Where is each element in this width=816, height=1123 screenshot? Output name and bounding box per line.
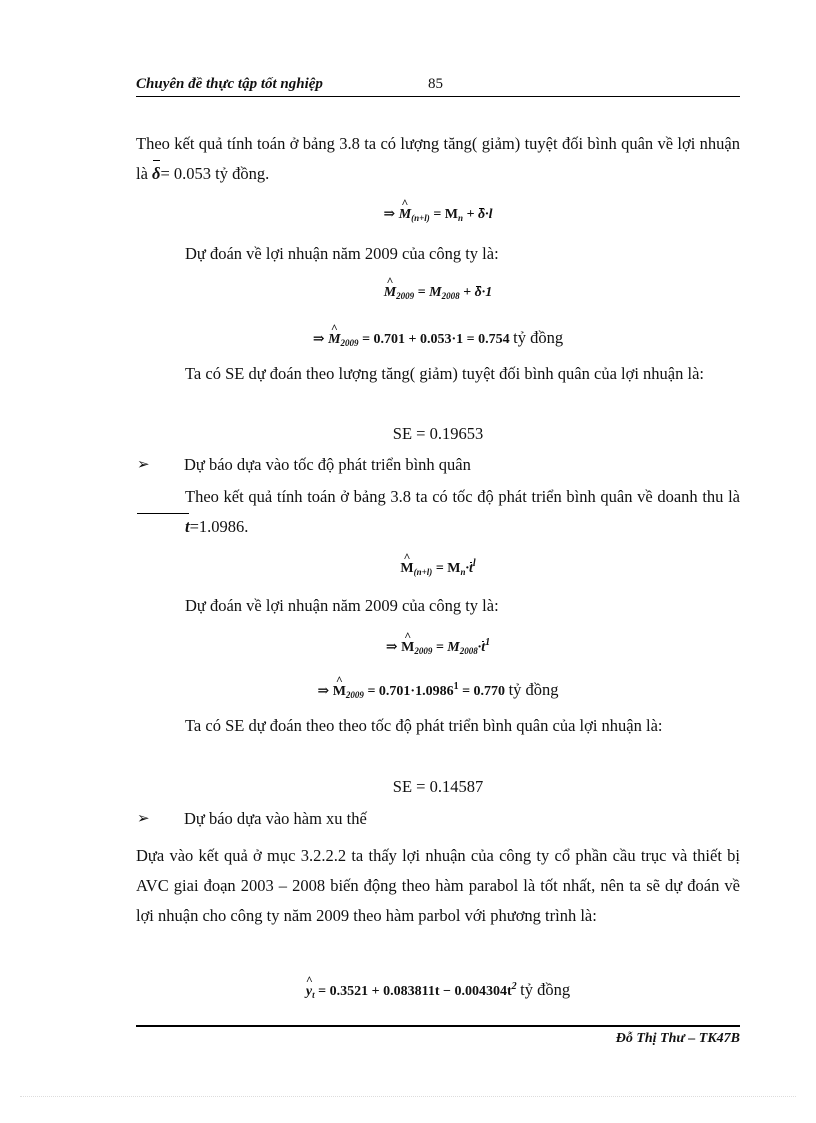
t-symbol: t <box>136 512 190 542</box>
forecast-intro-1: Dự đoán về lợi nhuận năm 2009 của công ty là: <box>185 244 499 263</box>
footer-rule <box>136 1025 740 1027</box>
equation-general-growth: ^ $M_{(n+l)} = M_n\cdot t^l$ <box>136 558 740 577</box>
page-header <box>136 76 740 97</box>
page-number: 85 <box>428 76 443 92</box>
header-title: Chuyên đề thực tập tốt nghiệp <box>136 76 323 92</box>
paragraph-growth <box>136 482 740 542</box>
paragraph-delta <box>136 129 740 189</box>
equation-result-growth: ⇒ ^ $M_{2009} = 0.701\cdot 1.0986^1 = 0.770$ tỷ đồng <box>136 680 740 700</box>
result-unit-1: tỷ đồng <box>513 328 564 347</box>
se-intro-2: Ta có SE dự đoán theo theo tốc độ phát triển bình quân của lợi nhuận là: <box>185 716 663 735</box>
page-bottom-divider <box>20 1096 796 1097</box>
t-value: =1.0986. <box>189 517 249 536</box>
footer-author: Đỗ Thị Thư – TK47B <box>615 1031 740 1046</box>
se-value-1: SE = 0.19653 <box>392 424 484 443</box>
paragraph-trend: Dựa vào kết quả ở mục 3.2.2.2 ta thấy lợi nhuận của công ty cổ phần cầu trục và thiết bị AVC giai đoạn 2003 – 2008 biến động theo hàm parabol là tốt nhất, nên ta sẽ dự đoán về lợi nhuận cho công ty năm 2009 theo hàm parbol với phương trình là: <box>136 846 740 925</box>
bullet-icon: ➢ <box>137 457 150 473</box>
forecast-intro-2: Dự đoán về lợi nhuận năm 2009 của công ty là: <box>185 596 499 615</box>
equation-2009-growth: ⇒ ^ $M_{2009} = M_{2008}\cdot t^1$ <box>136 637 740 656</box>
bullet-icon: ➢ <box>137 811 150 827</box>
equation-result-delta: ⇒ ^ $M_{2009} = 0.701 + 0.053\cdot 1 = 0.754$ tỷ đồng <box>136 328 740 348</box>
se-value-2: SE = 0.14587 <box>392 777 484 796</box>
delta-symbol: δ <box>152 159 160 189</box>
se-intro-1: Ta có SE dự đoán theo lượng tăng( giảm) tuyệt đối bình quân của lợi nhuận là: <box>185 364 704 383</box>
equation-rhs: = 0.3521 + 0.083811t − 0.004304t <box>318 984 512 999</box>
delta-value: = 0.053 tỷ đồng. <box>160 164 270 183</box>
equation-general-delta: ⇒ ^ $M_{(n+l)} = M_n + \delta\cdot l$ <box>136 206 740 223</box>
paragraph-growth-text: Theo kết quả tính toán ở bảng 3.8 ta có tốc độ phát triển bình quân về doanh thu là <box>185 487 740 506</box>
section3-heading: Dự báo dựa vào hàm xu thế <box>184 809 367 828</box>
equation-2009-delta: ^ $M_{2009} = M_{2008} + \delta\cdot 1$ <box>136 285 740 301</box>
paragraph-delta-text: Theo kết quả tính toán ở bảng 3.8 ta có lượng tăng( giảm) tuyệt đối bình quân về lợi nhuận là <box>136 134 740 183</box>
equation-unit: tỷ đồng <box>520 980 571 999</box>
equation-parabola: ^ $y_t = 0.3521 + 0.083811t - 0.004304t^2$ tỷ đồng <box>136 980 740 1000</box>
section2-heading: Dự báo dựa vào tốc độ phát triển bình quân <box>184 455 471 474</box>
result-unit-2: tỷ đồng <box>508 680 559 699</box>
